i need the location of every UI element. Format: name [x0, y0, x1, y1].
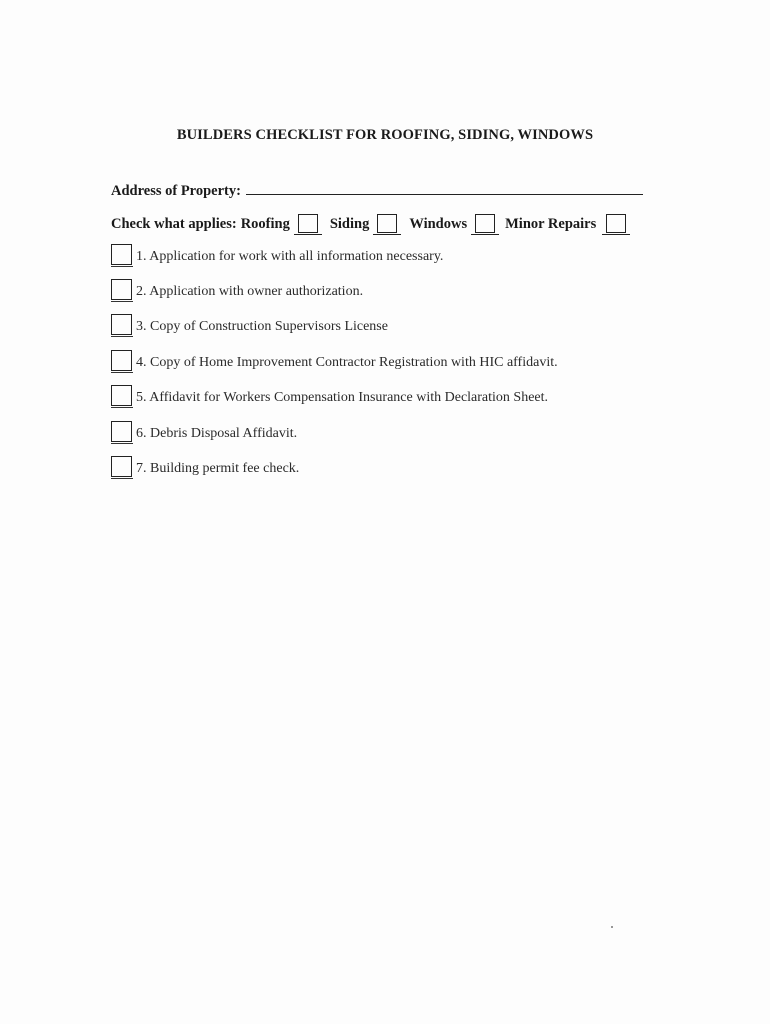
item-5-checkbox[interactable] [111, 385, 132, 406]
item-1-checkbox[interactable] [111, 244, 132, 265]
checklist-item [111, 421, 297, 442]
option-siding [330, 214, 398, 233]
option-minor-repairs-label: Minor Repairs [505, 216, 597, 232]
address-label: Address of Property: [111, 183, 241, 199]
item-5-text: 5. Affidavit for Workers Compensation Insurance with Declaration Sheet. [136, 390, 549, 405]
siding-checkbox[interactable] [377, 214, 397, 233]
item-2-checkbox[interactable] [111, 279, 132, 300]
item-2-text: 2. Application with owner authorization. [136, 284, 364, 299]
address-row [111, 182, 643, 200]
item-3-text: 3. Copy of Construction Supervisors License [136, 319, 388, 334]
checklist-item [111, 244, 443, 265]
item-6-text: 6. Debris Disposal Affidavit. [136, 426, 298, 441]
minor-repairs-checkbox[interactable] [606, 214, 626, 233]
option-roofing-label: Roofing [240, 216, 290, 232]
applies-label: Check what applies: [111, 216, 237, 232]
applies-row [111, 209, 626, 233]
option-windows-label: Windows [409, 216, 468, 232]
item-6-checkbox[interactable] [111, 421, 132, 442]
option-windows [409, 214, 495, 233]
checklist-item [111, 385, 548, 406]
item-1-text: 1. Application for work with all information necessary. [136, 249, 444, 264]
checklist-item [111, 314, 388, 335]
page-title: BUILDERS CHECKLIST FOR ROOFING, SIDING, WINDOWS [176, 127, 594, 143]
item-4-checkbox[interactable] [111, 350, 132, 371]
option-minor-repairs [505, 214, 626, 233]
scan-speck [611, 926, 613, 928]
checklist-item [111, 279, 363, 300]
item-7-text: 7. Building permit fee check. [136, 461, 300, 476]
option-roofing [241, 214, 318, 233]
windows-checkbox[interactable] [475, 214, 495, 233]
address-field[interactable] [246, 182, 643, 195]
item-3-checkbox[interactable] [111, 314, 132, 335]
option-siding-label: Siding [329, 216, 370, 232]
roofing-checkbox[interactable] [298, 214, 318, 233]
item-4-text: 4. Copy of Home Improvement Contractor Registration with HIC affidavit. [136, 355, 558, 370]
checklist-item [111, 350, 558, 371]
item-7-checkbox[interactable] [111, 456, 132, 477]
checklist-item [111, 456, 299, 477]
